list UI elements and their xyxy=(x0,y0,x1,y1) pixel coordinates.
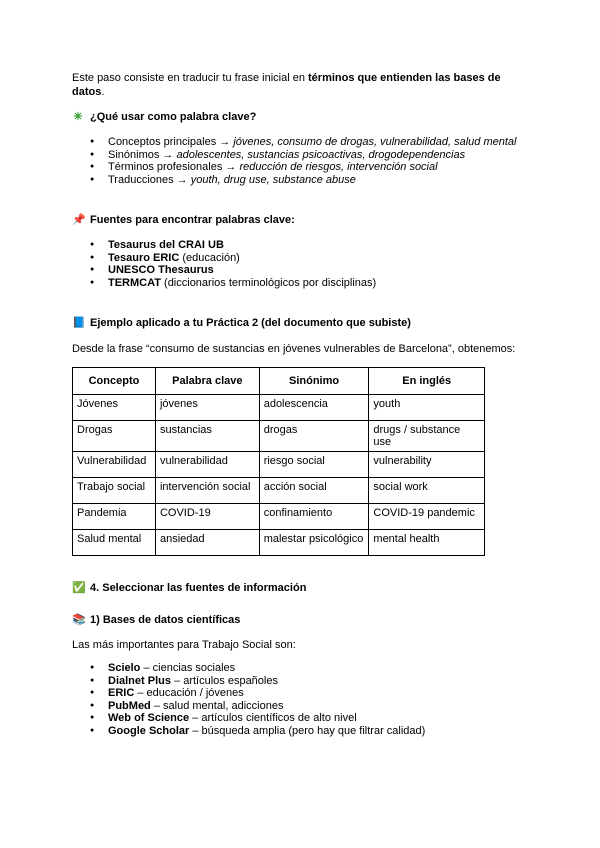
keywords-heading xyxy=(72,111,256,123)
table-cell: adolescencia xyxy=(259,395,369,421)
table-cell: intervención social xyxy=(155,478,259,504)
table-cell: malestar psicológico xyxy=(259,530,369,556)
databases-heading xyxy=(72,614,240,626)
table-header-cell: En inglés xyxy=(369,368,485,395)
databases-list xyxy=(72,662,542,737)
table-cell: drugs / substance use xyxy=(369,421,485,452)
sparkle-icon: ✳ xyxy=(73,111,83,123)
example-lead-text: Desde la frase “consumo de sustancias en jóvenes vulnerables de Barcelona”, obtenemos: xyxy=(72,343,516,355)
example-heading xyxy=(72,317,411,329)
select-sources-title: 4. Seleccionar las fuentes de información xyxy=(90,582,307,594)
database-name: Scielo xyxy=(108,662,141,674)
database-detail: – salud mental, adicciones xyxy=(150,699,284,712)
keywords-title: ¿Qué usar como palabra clave? xyxy=(90,111,257,123)
list-item xyxy=(72,174,542,187)
list-item xyxy=(72,136,542,149)
intro-paragraph xyxy=(72,71,532,99)
keyword-label: Conceptos principales → xyxy=(108,136,234,148)
keyword-value: adolescentes, sustancias psicoactivas, drogodependencias xyxy=(176,148,466,161)
table-row xyxy=(73,530,485,556)
database-detail: – búsqueda amplia (pero hay que filtrar calidad) xyxy=(189,724,426,737)
blue-book-icon: 📘 xyxy=(72,317,86,329)
table-header-cell: Sinónimo xyxy=(259,368,369,395)
intro-end: . xyxy=(101,86,105,98)
table-row xyxy=(73,504,485,530)
database-detail: – artículos españoles xyxy=(170,674,278,687)
table-cell: social work xyxy=(369,478,485,504)
list-item xyxy=(72,239,542,252)
table-cell: drogas xyxy=(259,421,369,452)
database-name: Google Scholar xyxy=(108,724,190,737)
keyword-label: Términos profesionales → xyxy=(108,161,240,173)
intro-bold-text: términos que entienden las bases de datos xyxy=(72,72,501,98)
table-row xyxy=(73,395,485,421)
databases-lead xyxy=(72,638,542,652)
list-item xyxy=(72,252,542,265)
table-row xyxy=(73,478,485,504)
keyword-value: reducción de riesgos, intervención social xyxy=(239,161,438,173)
list-item xyxy=(72,725,542,738)
list-item xyxy=(72,700,542,713)
table-cell: ansiedad xyxy=(155,530,259,556)
sources-title: Fuentes para encontrar palabras clave: xyxy=(90,214,295,226)
table-row xyxy=(73,452,485,478)
keywords-list xyxy=(72,136,542,186)
table-header-cell: Concepto xyxy=(73,368,156,395)
list-item xyxy=(72,687,542,700)
databases-title: 1) Bases de datos científicas xyxy=(90,614,241,626)
table-cell: Drogas xyxy=(73,421,156,452)
table-row xyxy=(73,421,485,452)
list-item xyxy=(72,712,542,725)
table-cell: acción social xyxy=(259,478,369,504)
keyword-label: Sinónimos → xyxy=(108,148,177,161)
database-name: Web of Science xyxy=(108,712,190,724)
table-cell: Jóvenes xyxy=(73,395,156,421)
database-detail: – artículos científicos de alto nivel xyxy=(189,712,357,724)
example-title: Ejemplo aplicado a tu Práctica 2 (del documento que subiste) xyxy=(90,317,411,329)
sources-list xyxy=(72,239,542,289)
select-sources-heading xyxy=(72,582,306,594)
table-cell: jóvenes xyxy=(155,395,259,421)
table-cell: youth xyxy=(369,395,485,421)
sources-heading xyxy=(72,214,295,226)
databases-lead-text: Las más importantes para Trabajo Social son: xyxy=(72,639,296,651)
table-cell: riesgo social xyxy=(259,452,369,478)
keyword-value: jóvenes, consumo de drogas, vulnerabilidad, salud mental xyxy=(233,136,517,148)
database-name: PubMed xyxy=(108,699,151,712)
table-cell: mental health xyxy=(369,530,485,556)
table-cell: COVID-19 xyxy=(155,504,259,530)
source-name: Tesauro ERIC xyxy=(108,251,180,264)
list-item xyxy=(72,149,542,162)
table-cell: Salud mental xyxy=(73,530,156,556)
list-item xyxy=(72,675,542,688)
check-mark-icon: ✅ xyxy=(72,582,86,594)
database-detail: – educación / jóvenes xyxy=(134,687,244,699)
source-name: UNESCO Thesaurus xyxy=(108,264,214,276)
table-cell: vulnerability xyxy=(369,452,485,478)
table-cell: Vulnerabilidad xyxy=(73,452,156,478)
list-item xyxy=(72,264,542,277)
list-item xyxy=(72,161,542,174)
table-cell: sustancias xyxy=(155,421,259,452)
source-name: Tesaurus del CRAI UB xyxy=(108,239,224,251)
keyword-value: youth, drug use, substance abuse xyxy=(190,173,356,186)
source-detail: (diccionarios terminológicos por disciplinas) xyxy=(160,276,377,289)
intro-text: Este paso consiste en traducir tu frase inicial en xyxy=(72,72,309,84)
database-name: ERIC xyxy=(108,687,135,699)
table-cell: Trabajo social xyxy=(73,478,156,504)
database-detail: – ciencias sociales xyxy=(140,662,236,674)
pushpin-icon: 📌 xyxy=(72,214,86,226)
table-cell: COVID-19 pandemic xyxy=(369,504,485,530)
source-detail: (educación) xyxy=(179,251,240,264)
books-icon: 📚 xyxy=(72,614,86,626)
list-item xyxy=(72,662,542,675)
list-item xyxy=(72,277,542,290)
table-cell: vulnerabilidad xyxy=(155,452,259,478)
source-name: TERMCAT xyxy=(108,276,161,289)
keywords-table xyxy=(72,367,485,556)
table-header-cell: Palabra clave xyxy=(155,368,259,395)
table-cell: confinamiento xyxy=(259,504,369,530)
keyword-label: Traducciones → xyxy=(108,173,191,186)
table-header-row xyxy=(73,368,485,395)
database-name: Dialnet Plus xyxy=(108,674,171,687)
table-cell: Pandemia xyxy=(73,504,156,530)
example-lead xyxy=(72,342,542,356)
